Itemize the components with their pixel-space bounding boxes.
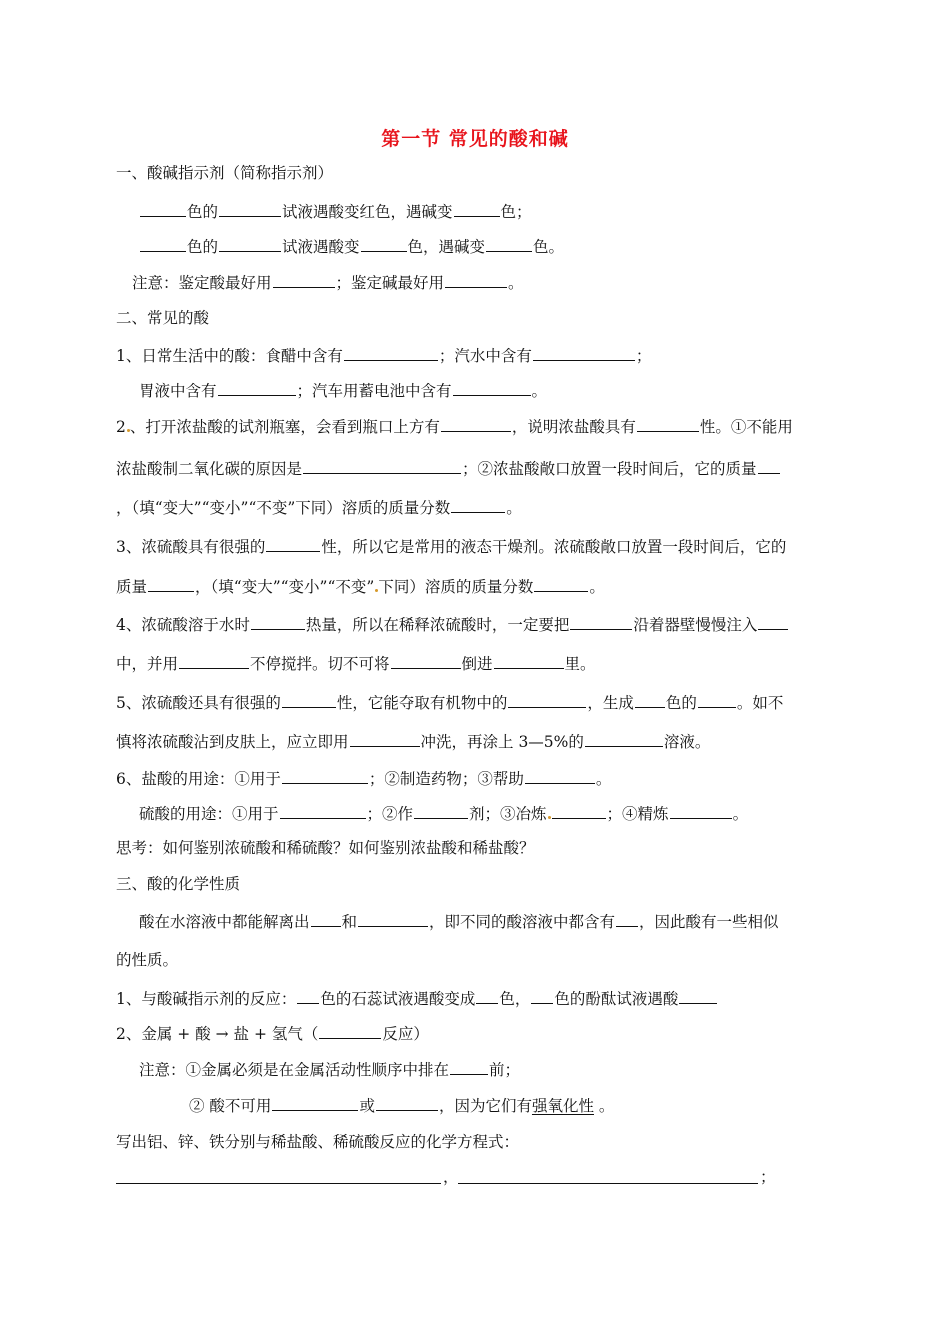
text: 色，遇碱变 [407,238,486,256]
text: 质量 [116,578,148,596]
blank[interactable] [508,690,586,708]
blank[interactable] [494,651,564,669]
reaction-1 [116,986,718,1010]
text: ；汽水中含有 [438,347,532,365]
indicator-line-2 [139,234,564,258]
text: 色的 [187,238,219,256]
text: 3、浓硫酸具有很强的 [116,538,266,556]
blank[interactable] [585,729,663,747]
q5-line-1 [116,690,783,714]
text: ，因为它们有 [438,1097,532,1115]
comma: ， [443,1168,459,1186]
blank[interactable] [679,986,717,1004]
text: 硫酸的用途：①用于 [139,805,279,823]
blank[interactable] [534,574,588,592]
q3-line-1 [116,534,786,558]
blank[interactable] [486,234,532,252]
text: 注意：鉴定酸最好用 [132,274,272,292]
blank[interactable] [344,343,438,361]
blank[interactable] [637,414,699,432]
text: 2、金属 + 酸 → 盐 + 氢气（ [116,1025,319,1043]
reaction-note-1 [139,1057,520,1081]
blank[interactable] [358,909,428,927]
blank[interactable] [272,1093,358,1111]
answer-line[interactable] [458,1183,758,1184]
text: 剂；③冶炼 [469,805,547,823]
intro-line-2: 的性质。 [116,951,179,969]
section-heading-acid-properties: 三、酸的化学性质 [116,875,241,893]
q2-line-1 [116,414,793,438]
blank[interactable] [445,270,507,288]
blank[interactable] [454,199,500,217]
text: 。 [589,578,605,596]
text: 色的酚酞试液遇酸 [554,990,679,1008]
text: 性。①不能用 [699,418,793,436]
text: 1、日常生活中的酸：食醋中含有 [116,347,343,365]
blank[interactable] [453,378,531,396]
text: 反应） [382,1025,429,1043]
q3-line-2 [116,574,605,598]
text: 。 [531,382,548,400]
blank[interactable] [282,690,336,708]
blank[interactable] [758,612,788,630]
text: ，说明浓盐酸具有 [511,418,636,436]
q2-line-2 [116,456,781,480]
text: 胃液中含有 [139,382,217,400]
text: 色； [500,203,532,221]
section-heading-indicators: 一、酸碱指示剂（简称指示剂） [116,164,334,182]
blank[interactable] [219,234,281,252]
q6-line-2 [139,801,748,825]
blank[interactable] [698,690,736,708]
text: 色的 [187,203,219,221]
text: 色的 [665,694,697,712]
blank[interactable] [140,234,186,252]
text: ，（填“变大”“变小”“不变” [195,578,375,596]
text: 4、浓硫酸溶于水时 [116,616,250,634]
text: 热量，所以在稀释浓硫酸时，一定要把 [305,616,570,634]
text: ；②作 [366,805,414,823]
text: 下同）溶质的质量分数 [378,578,534,596]
text: 注意：①金属必须是在金属活动性顺序中排在 [139,1061,450,1079]
underlined-term: 强氧化性 [531,1097,594,1115]
text: ，（填“变大”“变小”“不变”下同）溶质的质量分数 [116,499,451,517]
think-question: 思考：如何鉴别浓硫酸和稀硫酸？如何鉴别浓盐酸和稀盐酸？ [116,839,535,857]
blank[interactable] [758,456,780,474]
q1-line-1 [116,343,651,367]
blank[interactable] [531,986,553,1004]
q2-line-3 [116,495,522,519]
indicator-note [132,270,524,294]
text: ，即不同的酸溶液中都含有 [429,913,616,931]
text: 色的石蕊试液遇酸变成 [320,990,476,1008]
q5-line-2 [116,729,710,753]
blank[interactable] [179,651,249,669]
text: 浓盐酸制二氧化碳的原因是 [116,460,303,478]
text: 6、盐酸的用途：①用于 [116,770,281,788]
indicator-line-1 [139,199,532,223]
q1-line-2 [139,378,547,402]
text: 5、浓硫酸还具有很强的 [116,694,281,712]
text: 性，所以它是常用的液态干燥剂。浓硫酸敞口放置一段时间后，它的 [321,538,787,556]
text: 2 [116,418,126,436]
blank[interactable] [266,534,320,552]
text: 或 [359,1097,375,1115]
text: ，生成 [587,694,634,712]
blank[interactable] [280,801,366,819]
text: 色， [499,990,531,1008]
intro-line-1 [139,909,779,933]
text: 冲洗，再涂上 3—5%的 [420,733,584,751]
blank[interactable] [218,378,296,396]
text: ，因此酸有一些相似 [639,913,779,931]
blank[interactable] [391,651,461,669]
semicolon: ； [760,1168,776,1186]
text: 。 [595,770,612,788]
text: 不停搅拌。切不可将 [250,655,390,673]
answer-line[interactable] [116,1183,441,1184]
text: 和 [341,913,358,931]
q6-line-1 [116,766,611,790]
text: 1、与酸碱指示剂的反应： [116,990,297,1008]
text: 性，它能夺取有机物中的 [336,694,508,712]
blank[interactable] [251,612,305,630]
text: 。如不 [736,694,784,712]
text: ；②制造药物；③帮助 [368,770,524,788]
text: 。 [508,274,524,292]
blank[interactable] [140,199,186,217]
text: 色。 [533,238,565,256]
text: 中，并用 [116,655,179,673]
text: ② 酸不可用 [189,1097,272,1115]
text: ；④精炼 [606,805,669,823]
blank[interactable] [273,270,335,288]
blank[interactable] [376,1093,438,1111]
blank[interactable] [297,986,319,1004]
blank[interactable] [282,766,368,784]
reaction-2 [116,1021,429,1045]
text: ；汽车用蓄电池中含有 [296,382,452,400]
text: 。 [593,1097,615,1115]
blank[interactable] [552,801,606,819]
blank[interactable] [414,801,468,819]
blank[interactable] [450,1057,488,1075]
text: 。 [732,805,749,823]
blank[interactable] [616,909,638,927]
blank[interactable] [533,343,635,361]
blank[interactable] [319,1021,381,1039]
text: 前； [489,1061,521,1079]
text: 酸在水溶液中都能解离出 [139,913,310,931]
page-title: 第一节 常见的酸和碱 [381,128,569,150]
text: 。 [506,499,522,517]
blank[interactable] [148,574,194,592]
q4-line-2 [116,651,596,675]
text: 沿着器壁慢慢注入 [633,616,758,634]
text: 试液遇酸变红色，遇碱变 [282,203,453,221]
text: 、打开浓盐酸的试剂瓶塞，会看到瓶口上方有 [129,418,440,436]
text: 里。 [564,655,596,673]
reaction-note-2 [189,1093,614,1117]
blank[interactable] [350,729,420,747]
blank[interactable] [451,495,505,513]
text: 试液遇酸变 [282,238,360,256]
blank[interactable] [311,909,341,927]
text: ； [635,347,652,365]
blank[interactable] [525,766,595,784]
blank[interactable] [570,612,632,630]
text: ；鉴定碱最好用 [335,274,445,292]
write-equations-prompt: 写出铝、锌、铁分别与稀盐酸、稀硫酸反应的化学方程式： [116,1133,520,1151]
blank[interactable] [476,986,498,1004]
blank[interactable] [219,199,281,217]
text: 溶液。 [663,733,711,751]
q4-line-1 [116,612,789,636]
mark-dot [548,816,551,819]
text: ；②浓盐酸敞口放置一段时间后，它的质量 [462,460,757,478]
blank[interactable] [303,456,461,474]
text: 倒进 [461,655,493,673]
blank[interactable] [361,234,407,252]
section-heading-common-acids: 二、常见的酸 [116,309,210,327]
text: 慎将浓硫酸沾到皮肤上，应立即用 [116,733,349,751]
blank[interactable] [441,414,511,432]
blank[interactable] [635,690,665,708]
blank[interactable] [670,801,732,819]
